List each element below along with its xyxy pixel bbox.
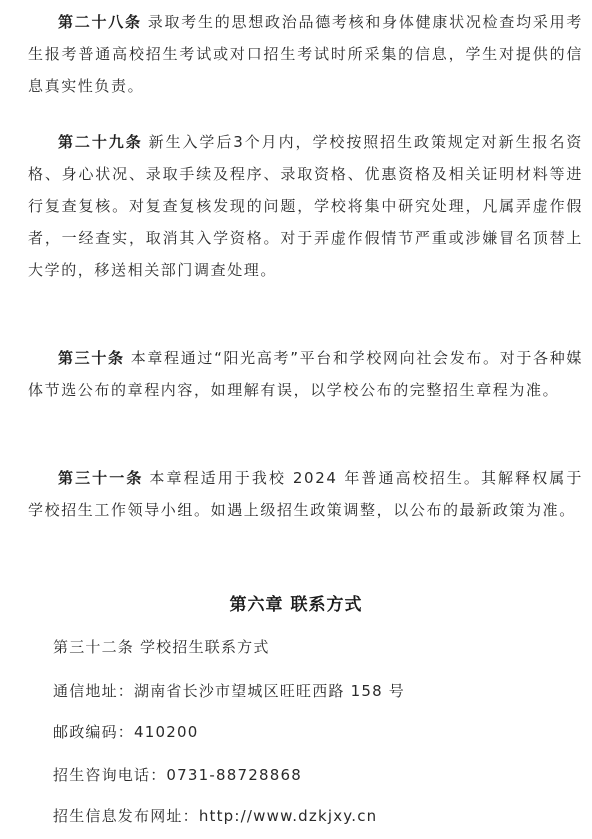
contact-heading-number: 第三十二条 — [53, 638, 135, 656]
article-30 — [28, 342, 583, 406]
contact-heading-text: 学校招生联系方式 — [139, 638, 270, 656]
postcode-value: 410200 — [134, 723, 199, 741]
article-31 — [28, 462, 583, 526]
contact-heading — [53, 636, 270, 657]
phone-label: 招生咨询电话： — [53, 766, 167, 784]
phone-line — [53, 764, 302, 785]
article-number: 第三十条 — [58, 349, 125, 367]
article-text: 本章程适用于我校 2024 年普通高校招生。其解释权属于学校招生工作领导小组。如遇上级招生政策调整，以公布的最新政策为准。 — [28, 469, 583, 519]
article-text: 新生入学后3个月内，学校按照招生政策规定对新生报名资格、身心状况、录取手续及程序、录取资格、优惠资格及相关证明材料等进行复查复核。对复查复核发现的问题，学校将集中研究处理，凡属弄虚作假者，一经查实，取消其入学资格。对于弄虚作假情节严重或涉嫌冒名顶替上大学的，移送相关部门调查处理。 — [28, 133, 583, 279]
phone-value: 0731-88728868 — [166, 766, 302, 784]
article-text: 本章程通过“阳光高考”平台和学校网向社会发布。对于各种媒体节选公布的章程内容，如理解有误，以学校公布的完整招生章程为准。 — [28, 349, 583, 399]
chapter-title: 第六章 联系方式 — [229, 595, 363, 615]
postcode-line — [53, 721, 198, 742]
address-value: 湖南省长沙市望城区旺旺西路 158 号 — [134, 682, 405, 700]
website-line — [53, 805, 377, 826]
postcode-label: 邮政编码： — [53, 723, 135, 741]
article-number: 第三十一条 — [58, 469, 144, 487]
address-label: 通信地址： — [53, 682, 135, 700]
address-line — [53, 680, 405, 701]
article-28 — [28, 6, 583, 102]
article-text: 录取考生的思想政治品德考核和身体健康状况检查均采用考生报考普通高校招生考试或对口招生考试时所采集的信息，学生对提供的信息真实性负责。 — [28, 13, 583, 95]
website-link[interactable]: http://www.dzkjxy.cn — [198, 807, 378, 825]
website-label: 招生信息发布网址： — [53, 807, 199, 825]
article-29 — [28, 126, 583, 286]
article-number: 第二十八条 — [58, 13, 142, 31]
article-number: 第二十九条 — [58, 133, 143, 151]
